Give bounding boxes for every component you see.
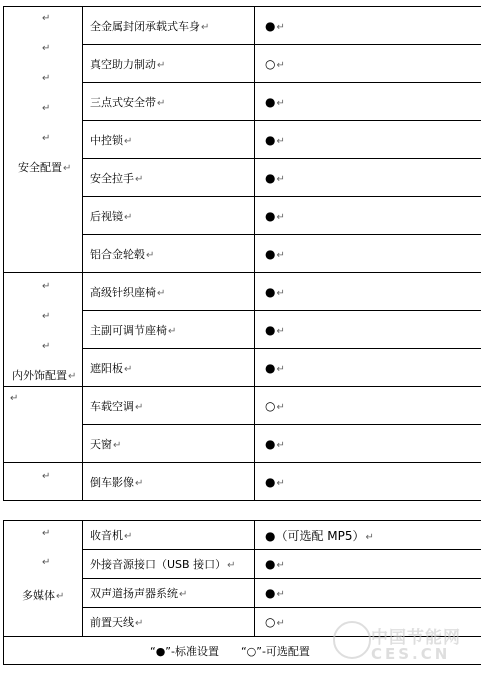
item-name-cell: 外接音源接口（USB 接口）↵ [83, 550, 255, 579]
item-value-cell: ●↵ [255, 349, 481, 387]
paragraph-mark: ↵ [42, 471, 51, 482]
item-value-cell: ●↵ [255, 197, 481, 235]
item-value-cell: ●↵ [255, 579, 481, 608]
category-label: 安全配置↵ [18, 161, 72, 174]
item-value-cell: ●↵ [255, 121, 481, 159]
item-name-cell: 高级针织座椅↵ [83, 273, 255, 311]
item-name-cell: 真空助力制动↵ [83, 45, 255, 83]
paragraph-mark: ↵ [10, 393, 19, 404]
paragraph-mark: ↵ [42, 341, 51, 352]
paragraph-mark: ↵ [42, 281, 51, 292]
item-value-cell: ●↵ [255, 273, 481, 311]
item-value-cell: ●↵ [255, 159, 481, 197]
category-label: 多媒体↵ [22, 589, 65, 602]
item-name-cell: 全金属封闭承载式车身↵ [83, 7, 255, 45]
item-name-cell: 遮阳板↵ [83, 349, 255, 387]
category-cell-blank [4, 463, 83, 501]
paragraph-mark: ↵ [42, 528, 51, 539]
category-cell-multimedia [4, 521, 83, 637]
category-cell-safety [4, 7, 83, 273]
category-cell-blank [4, 387, 83, 463]
watermark-circle-icon [333, 621, 371, 659]
item-value-cell: ●↵ [255, 425, 481, 463]
legend-text: “●”-标准设置 “○”-可选配置 [150, 644, 310, 658]
item-name-cell: 中控锁↵ [83, 121, 255, 159]
item-name-cell: 三点式安全带↵ [83, 83, 255, 121]
watermark-subtext: CES.CN [371, 645, 451, 663]
item-name-cell: 收音机↵ [83, 521, 255, 550]
item-name-cell: 前置天线↵ [83, 608, 255, 637]
item-value-cell: ○↵ [255, 45, 481, 83]
item-name-cell: 倒车影像↵ [83, 463, 255, 501]
paragraph-mark: ↵ [42, 557, 51, 568]
item-value-cell: ●（可选配 MP5）↵ [255, 521, 481, 550]
item-name-cell: 主副可调节座椅↵ [83, 311, 255, 349]
paragraph-mark: ↵ [42, 311, 51, 322]
item-value-cell: ○↵ [255, 387, 481, 425]
watermark-logo [333, 619, 478, 669]
category-cell-interior [4, 273, 83, 387]
item-value-cell: ●↵ [255, 311, 481, 349]
item-name-cell: 安全拉手↵ [83, 159, 255, 197]
watermark-text: 中国节能网 [371, 628, 461, 648]
item-name-cell: 铝合金轮毂↵ [83, 235, 255, 273]
item-value-cell: ●↵ [255, 7, 481, 45]
paragraph-mark: ↵ [42, 73, 51, 84]
paragraph-mark: ↵ [42, 133, 51, 144]
item-value-cell: ●↵ [255, 550, 481, 579]
config-table-main [3, 6, 481, 501]
paragraph-mark: ↵ [42, 103, 51, 114]
paragraph-mark: ↵ [42, 43, 51, 54]
item-name-cell: 双声道扬声器系统↵ [83, 579, 255, 608]
item-name-cell: 车载空调↵ [83, 387, 255, 425]
item-name-cell: 天窗↵ [83, 425, 255, 463]
item-value-cell: ●↵ [255, 83, 481, 121]
item-value-cell: ●↵ [255, 235, 481, 273]
paragraph-mark: ↵ [42, 13, 51, 24]
item-value-cell: ○↵ [255, 608, 481, 637]
item-value-cell: ●↵ [255, 463, 481, 501]
category-label: 内外饰配置↵ [12, 369, 77, 382]
item-name-cell: 后视镜↵ [83, 197, 255, 235]
